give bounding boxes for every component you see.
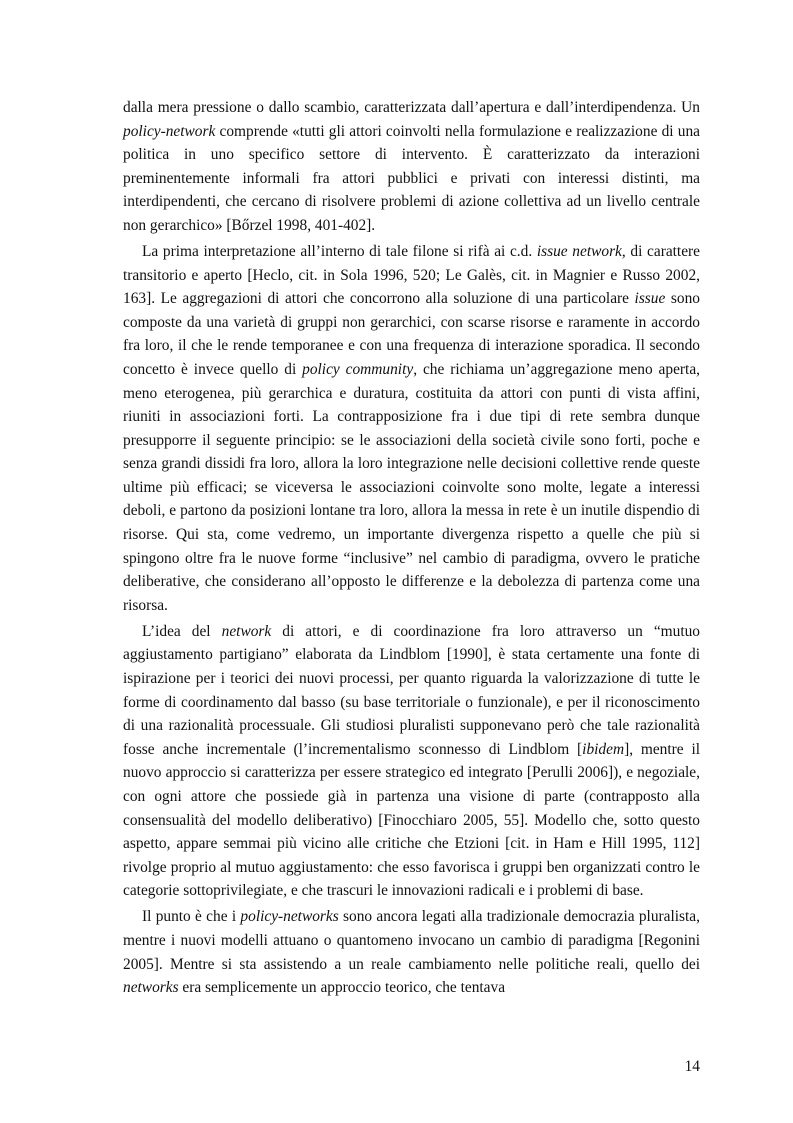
italic-term: ibidem [582, 740, 625, 758]
text-segment: La prima interpretazione all’interno di tale filone si rifà ai c.d. [142, 242, 537, 260]
text-segment: dalla mera pressione o dallo scambio, caratterizzata dall’apertura e dall’interdipendenza. Un [123, 99, 700, 116]
italic-term: issue network [536, 242, 622, 260]
italic-term: networks [123, 979, 179, 997]
text-segment: Il punto è che i [142, 908, 241, 926]
italic-term: policy community [302, 360, 414, 378]
italic-term: network [221, 622, 272, 640]
text-segment: , che richiama un’aggregazione meno aperta, meno eterogenea, più gerarchica e duratura, costituita da attori con punti di vista affini, riuniti in associazioni forti. La contrapposizione fra i due tipi di rete sembra dunque presupporre il seguente principio: se le associazioni della società civile sono forti, poche e senza grandi dissidi fra loro, allora la loro integrazione nelle decisioni collettive rende queste ultime più efficaci; se viceversa le associazioni coinvolte sono molte, legate a interessi deboli, e partono da posizioni lontane tra loro, allora la messa in rete è un inutile dispendio di risorse. Qui sta, come vedremo, un importante divergenza rispetto a quelle che più si spingono oltre fra le nuove forme “inclusive” nel cambio di paradigma, ovvero le pratiche deliberative, che considerano all’opposto le differenze e la debolezza di partenza come una risorsa. [123, 360, 700, 614]
paragraph [123, 620, 700, 903]
italic-term: policy-network [123, 122, 216, 140]
text-segment: sono composte da una varietà di gruppi non gerarchici, con scarse risorse e raramente in accordo fra loro, il che le rende temporanee e con una frequenza di interazione sporadica. Il secondo concetto è invece quello di [123, 290, 700, 378]
paragraph [123, 96, 700, 238]
paragraph [123, 905, 700, 999]
text-segment: ], mentre il nuovo approccio si caratterizza per essere strategico ed integrato [Perulli 2006]), e negoziale, con ogni attore che possiede già in partenza una visione di parte (contrapposto alla consensualità del modello deliberativo) [Finocchiaro 2005, 55]. Modello che, sotto questo aspetto, appare semmai più vicino alle critiche che Etzioni [cit. in Ham e Hill 1995, 112] rivolge proprio al mutuo aggiustamento: che esso favorisca i gruppi ben organizzati contro le categorie sottoprivilegiate, e che trascuri le innovazioni radicali e i problemi di base. [123, 740, 700, 900]
text-segment: di attori, e di coordinazione fra loro attraverso un “mutuo aggiustamento partigiano” elaborata da Lindblom [1990], è stata certamente una fonte di ispirazione per i teorici dei nuovi processi, per quanto riguarda la valorizzazione di tutte le forme di coordinamento dal basso (su base territoriale o funzionale), e per il riconoscimento di una razionalità processuale. Gli studiosi pluralisti supponevano però che tale razionalità fosse anche incrementale (l’incrementalismo sconnesso di Lindblom [ [123, 622, 701, 758]
page-number: 14 [684, 1058, 700, 1075]
text-segment: comprende «tutti gli attori coinvolti nella formulazione e realizzazione di una politica in uno specifico settore di intervento. È caratterizzato da interazioni preminentemente informali fra attori pubblici e privati con interessi distinti, ma interdipendenti, che cercano di risolvere problemi di azione collettiva ad un livello centrale non gerarchico» [Bőrzel 1998, 401-402]. [123, 122, 700, 234]
page-body [123, 96, 700, 1000]
paragraph [123, 240, 700, 618]
text-segment: era semplicemente un approccio teorico, che tentava [178, 979, 506, 997]
text-segment: L’idea del [142, 622, 222, 640]
italic-term: policy-networks [240, 908, 339, 926]
text-segment: , di carattere transitorio e aperto [Heclo, cit. in Sola 1996, 520; Le Galès, cit. in Magnier e Russo 2002, 163]. Le aggregazioni di attori che concorrono alla soluzione di una particolare [123, 242, 700, 308]
text-segment: sono ancora legati alla tradizionale democrazia pluralista, mentre i nuovi modelli attuano o quantomeno invocano un cambio di paradigma [Regonini 2005]. Mentre si sta assistendo a un reale cambiamento nelle politiche reali, quello dei [123, 908, 700, 973]
italic-term: issue [634, 290, 666, 308]
